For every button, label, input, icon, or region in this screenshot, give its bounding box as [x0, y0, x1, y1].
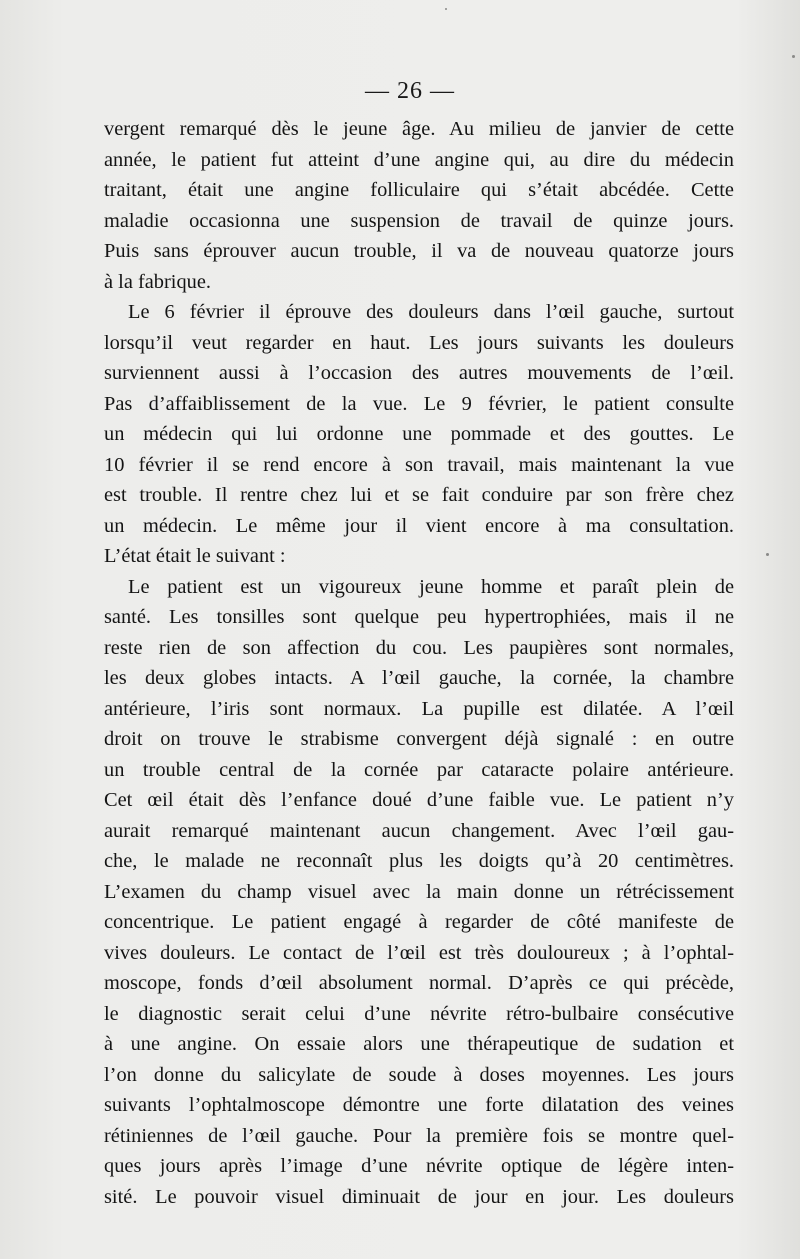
paper-speck [445, 8, 447, 10]
text-line: un médecin qui lui ordonne une pommade et des gouttes. Le [104, 423, 734, 445]
text-line: suivants l’ophtalmoscope démontre une forte dilatation des veines [104, 1094, 734, 1116]
text-line: traitant, était une angine folliculaire qui s’était abcédée. Cette [104, 179, 734, 201]
paragraph-2 [104, 297, 734, 572]
text-line: reste rien de son affection du cou. Les paupières sont normales, [104, 636, 734, 659]
text-line: un médecin. Le même jour il vient encore à ma consultation. [104, 514, 734, 537]
paragraph-3 [104, 572, 734, 1213]
page-number: — 26 — [365, 78, 455, 104]
body-text [104, 114, 734, 1212]
text-line: 10 février il se rend encore à son travail, mais maintenant la vue [104, 453, 734, 476]
paragraph-1 [104, 114, 734, 297]
text-line: santé. Les tonsilles sont quelque peu hypertrophiées, mais il ne [104, 606, 734, 628]
text-line: maladie occasionna une suspension de travail de quinze jours. [104, 209, 734, 232]
text-line: sité. Le pouvoir visuel diminuait de jour en jour. Les douleurs [104, 1185, 734, 1208]
text-line: les deux globes intacts. A l’œil gauche, la cornée, la chambre [104, 667, 734, 689]
text-line: concentrique. Le patient engagé à regarder de côté manifeste de [104, 911, 734, 933]
paper-speck [766, 553, 769, 556]
text-line: lorsqu’il veut regarder en haut. Les jours suivants les douleurs [104, 331, 734, 354]
text-line: L’examen du champ visuel avec la main donne un rétrécissement [104, 880, 734, 903]
text-line: Cet œil était dès l’enfance doué d’une faible vue. Le patient n’y [104, 789, 734, 811]
text-line: surviennent aussi à l’occasion des autres mouvements de l’œil. [104, 362, 734, 384]
text-line: l’on donne du salicylate de soude à doses moyennes. Les jours [104, 1063, 734, 1086]
text-line: est trouble. Il rentre chez lui et se fait conduire par son frère chez [104, 484, 734, 506]
text-line: moscope, fonds d’œil absolument normal. D’après ce qui précède, [104, 972, 734, 994]
text-line: Puis sans éprouver aucun trouble, il va de nouveau quatorze jours [104, 240, 734, 262]
text-line: droit on trouve le strabisme convergent déjà signalé : en outre [104, 728, 734, 750]
text-line: ques jours après l’image d’une névrite optique de légère inten- [104, 1155, 734, 1177]
text-line: à la fabrique. [104, 270, 211, 293]
text-line: à une angine. On essaie alors une thérapeutique de sudation et [104, 1033, 734, 1055]
text-line: Le patient est un vigoureux jeune homme et paraît plein de [128, 575, 734, 598]
text-line: antérieure, l’iris sont normaux. La pupille est dilatée. A l’œil [104, 697, 734, 720]
text-line: un trouble central de la cornée par cataracte polaire antérieure. [104, 758, 734, 781]
text-line: rétiniennes de l’œil gauche. Pour la première fois se montre quel- [104, 1124, 734, 1147]
text-line: aurait remarqué maintenant aucun changement. Avec l’œil gau- [104, 819, 734, 842]
text-line: année, le patient fut atteint d’une angine qui, au dire du médecin [104, 148, 734, 171]
text-line: Pas d’affaiblissement de la vue. Le 9 février, le patient consulte [104, 392, 734, 415]
text-line: L’état était le suivant : [104, 545, 286, 567]
text-line: le diagnostic serait celui d’une névrite rétro-bulbaire consécutive [104, 1002, 734, 1025]
text-line: vergent remarqué dès le jeune âge. Au milieu de janvier de cette [104, 118, 734, 140]
text-line: vives douleurs. Le contact de l’œil est très douloureux ; à l’ophtal- [104, 941, 734, 964]
text-line: Le 6 février il éprouve des douleurs dans l’œil gauche, surtout [128, 301, 734, 323]
text-line: che, le malade ne reconnaît plus les doigts qu’à 20 centimètres. [104, 850, 734, 872]
paper-speck [792, 55, 795, 58]
